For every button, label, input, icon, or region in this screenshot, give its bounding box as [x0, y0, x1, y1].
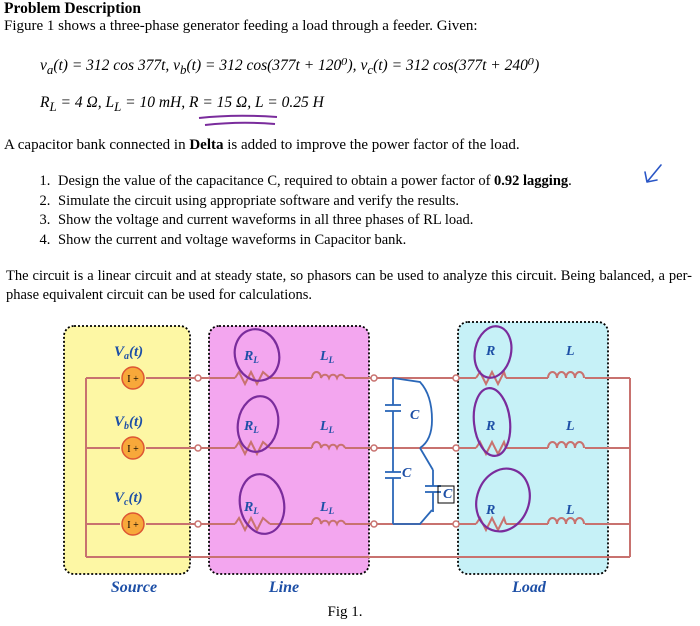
problem-heading: Problem Description — [4, 0, 142, 17]
load-section-label: Load — [512, 579, 546, 596]
source-c-label: $V_c(t)$ — [114, 490, 143, 508]
svg-text:I +: I + — [127, 520, 139, 531]
source-b — [122, 437, 144, 459]
task-item: 2. Simulate the circuit using appropriate software and verify the results. — [54, 192, 700, 212]
load-r-label: R — [486, 503, 496, 518]
source-a-label: $V_a(t)$ — [114, 344, 144, 362]
circuit-figure — [0, 310, 700, 626]
cap-label: C — [443, 487, 453, 502]
source-section-label: Source — [110, 579, 158, 596]
cap-label: C — [410, 408, 420, 423]
line-r-label: $R_L$ — [244, 500, 259, 516]
source-c — [122, 513, 144, 535]
load-r-label: R — [486, 419, 496, 434]
source-a — [122, 367, 144, 389]
underlined-r-value: R = 15 Ω — [189, 94, 248, 111]
capacitor-bank — [385, 378, 441, 524]
line-r-label: $R_L$ — [244, 419, 259, 435]
underline-scribble — [195, 112, 285, 130]
load-l-label: L — [566, 419, 575, 434]
voltage-equations: $v_a(t) = 312$ cos 377t, $v_b(t) = 312$ cos(377t + 120⁰), $v_c(t) = 312$ cos(377t + 240⁰) — [40, 57, 540, 78]
load-r-label: R — [486, 344, 496, 359]
svg-text:I +: I + — [127, 444, 139, 455]
svg-text:I +: I + — [127, 374, 139, 385]
parameter-equations: $R_L = 4$ Ω, $L_L = 10$ mH, R = 15 Ω, L = 0.25 H — [40, 94, 324, 115]
line-l-label: $L_L$ — [320, 500, 335, 516]
figure-caption: Fig 1. — [327, 604, 363, 620]
line-l-label: $L_L$ — [320, 349, 335, 365]
cap-label: C — [402, 466, 412, 481]
load-l-label: L — [566, 344, 575, 359]
line-r-label: $R_L$ — [244, 349, 259, 365]
task-item: 1. Design the value of the capacitance C, required to obtain a power factor of 0.92 lagging. — [54, 172, 700, 192]
task-item: 4. Show the current and voltage waveforms in Capacitor bank. — [54, 231, 700, 251]
line-section-label: Line — [268, 579, 300, 596]
load-l-label: L — [566, 503, 575, 518]
analysis-paragraph: The circuit is a linear circuit and at steady state, so phasors can be used to analyze this circuit. Being balanced, a per-phase equivalent circuit can be used for calculations. — [6, 268, 692, 303]
problem-intro: Figure 1 shows a three-phase generator feeding a load through a feeder. Given: — [4, 18, 478, 34]
line-l-label: $L_L$ — [320, 419, 335, 435]
line-box — [209, 326, 369, 574]
task-item: 3. Show the voltage and current waveforms in all three phases of RL load. — [54, 211, 700, 231]
capacitor-sentence: A capacitor bank connected in Delta is added to improve the power factor of the load. — [4, 137, 520, 153]
source-b-label: $V_b(t)$ — [114, 414, 144, 432]
task-list — [10, 172, 700, 250]
